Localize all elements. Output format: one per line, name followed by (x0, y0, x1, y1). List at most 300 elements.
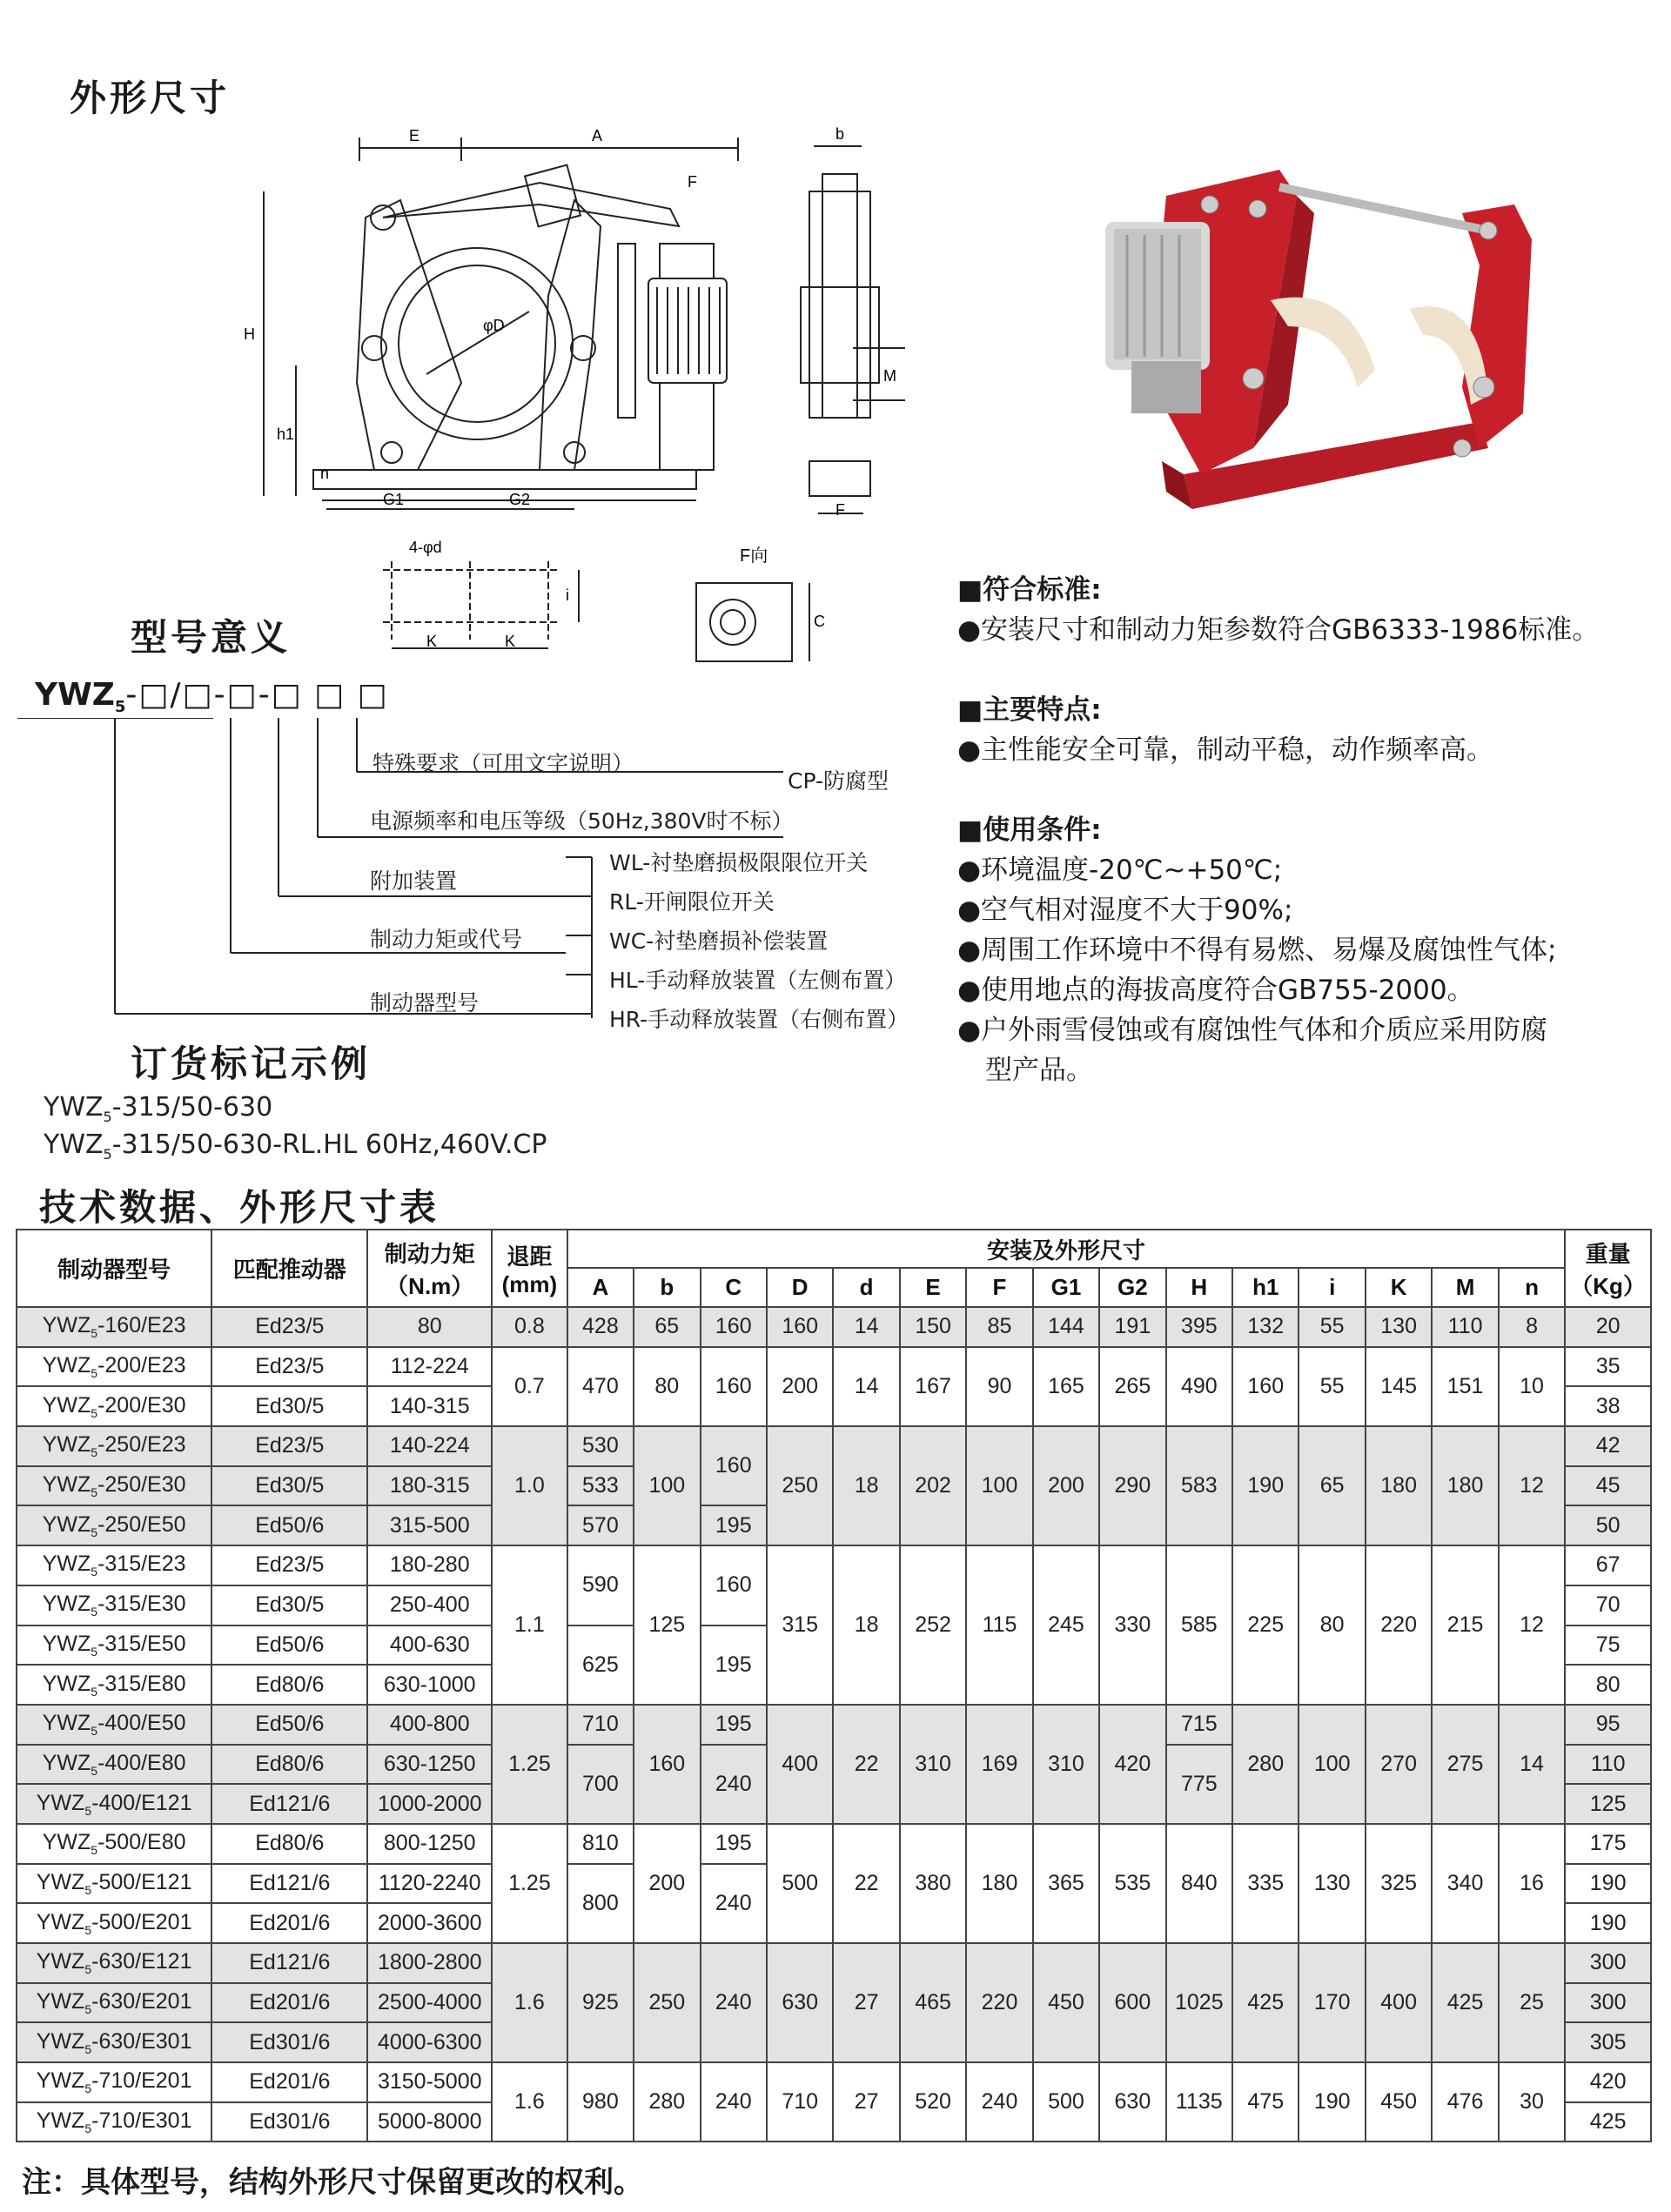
cell-model: $YWZ_5-315/E23$ (17, 1545, 211, 1585)
cell-D: 200 (767, 1347, 833, 1426)
cell-d: 14 (833, 1307, 899, 1347)
header-dim-i: i (1299, 1268, 1365, 1307)
cell-M: 425 (1432, 1943, 1498, 2062)
cell-n: 14 (1499, 1705, 1565, 1824)
brake-side-view-drawing (783, 122, 940, 531)
cell-D: 315 (767, 1545, 833, 1705)
cell-b: 65 (634, 1307, 700, 1347)
model-code-boxes: -□/□-□-□ □ □ (125, 677, 389, 713)
table-row (17, 2062, 1651, 2102)
header-model: 制动器型号 (17, 1230, 211, 1307)
cell-actuator: Ed301/6 (211, 2022, 367, 2062)
cell-model: $YWZ_5-160/E23$ (17, 1307, 211, 1347)
model-meaning-title: 型号意义 (131, 616, 292, 659)
cell-retreat: 0.7 (492, 1347, 567, 1426)
header-dim-M: M (1432, 1268, 1498, 1307)
cell-actuator: Ed30/5 (211, 1585, 367, 1625)
cell-A: 590 (567, 1545, 634, 1625)
dim-label-C: C (814, 613, 825, 630)
brake-front-view-drawing (244, 122, 766, 522)
cell-h1: 475 (1232, 2062, 1299, 2142)
cell-torque: 180-315 (367, 1466, 492, 1506)
cell-H: 490 (1166, 1347, 1232, 1426)
header-dim-h1: h1 (1232, 1268, 1299, 1307)
dim-label-E: E (409, 127, 420, 144)
cell-H: 715 (1166, 1705, 1232, 1745)
cell-n: 30 (1499, 2062, 1565, 2142)
cell-D: 400 (767, 1705, 833, 1824)
cell-C: 240 (701, 2062, 767, 2142)
cell-torque: 1800-2800 (367, 1943, 492, 1983)
cell-weight: 420 (1565, 2062, 1651, 2102)
cell-actuator: Ed23/5 (211, 1426, 367, 1466)
cell-actuator: Ed80/6 (211, 1824, 367, 1864)
cell-weight: 42 (1565, 1426, 1651, 1466)
cell-h1: 280 (1232, 1705, 1299, 1824)
dim-label-K2: K (505, 633, 516, 650)
cell-h1: 225 (1232, 1545, 1299, 1705)
cell-torque: 4000-6300 (367, 2022, 492, 2062)
cell-F: 169 (966, 1705, 1032, 1824)
cell-E: 380 (900, 1824, 966, 1943)
cell-C: 195 (701, 1505, 767, 1545)
cell-A: 533 (567, 1466, 634, 1506)
order-example-1: $YWZ_5-315/50-630$ (44, 1092, 273, 1125)
cell-i: 130 (1299, 1824, 1365, 1943)
cell-model: $YWZ_5-250/E23$ (17, 1426, 211, 1466)
conditions-panel (957, 570, 1654, 1090)
cell-actuator: Ed301/6 (211, 2102, 367, 2142)
cell-A: 710 (567, 1705, 634, 1745)
cell-M: 215 (1432, 1545, 1498, 1705)
cell-actuator: Ed50/6 (211, 1705, 367, 1745)
table-row (17, 1824, 1651, 1864)
cell-h1: 190 (1232, 1426, 1299, 1545)
header-actuator: 匹配推动器 (211, 1230, 367, 1307)
cell-torque: 2500-4000 (367, 1983, 492, 2023)
header-dim-b: b (634, 1268, 700, 1307)
usage-item: ●周围工作环境中不得有易燃、易爆及腐蚀性气体; (957, 935, 1557, 966)
cell-H: 840 (1166, 1824, 1232, 1943)
usage-item: ●空气相对湿度不大于90%; (957, 895, 1293, 926)
cell-G2: 330 (1099, 1545, 1165, 1705)
dim-label-K1: K (426, 633, 438, 650)
cell-weight: 425 (1565, 2102, 1651, 2142)
cell-actuator: Ed121/6 (211, 1784, 367, 1824)
cell-G1: 144 (1033, 1307, 1099, 1347)
cell-K: 325 (1366, 1824, 1432, 1943)
cell-torque: 1120-2240 (367, 1864, 492, 1904)
header-weight: 重量（Kg） (1565, 1230, 1651, 1307)
model-code-prefix: YWZ (35, 677, 115, 713)
cell-G1: 310 (1033, 1705, 1099, 1824)
cell-retreat: 1.25 (492, 1705, 567, 1824)
header-dim-G1: G1 (1033, 1268, 1099, 1307)
footnote: 注：具体型号，结构外形尺寸保留更改的权利。 (22, 2165, 643, 2200)
cell-A: 530 (567, 1426, 634, 1466)
cell-weight: 190 (1565, 1903, 1651, 1943)
cell-E: 167 (900, 1347, 966, 1426)
cell-A: 810 (567, 1824, 634, 1864)
cell-torque: 2000-3600 (367, 1903, 492, 1943)
cell-model: $YWZ_5-630/E121$ (17, 1943, 211, 1983)
cell-n: 12 (1499, 1545, 1565, 1705)
legend-torque: 制动力矩或代号 (370, 927, 523, 952)
cell-torque: 80 (367, 1307, 492, 1347)
cell-model: $YWZ_5-630/E201$ (17, 1983, 211, 2023)
legend-option: HL-手动释放装置（左侧布置） (609, 968, 907, 993)
cell-retreat: 1.6 (492, 1943, 567, 2062)
cell-model: $YWZ_5-315/E30$ (17, 1585, 211, 1625)
cell-h1: 335 (1232, 1824, 1299, 1943)
cell-C: 195 (701, 1625, 767, 1705)
hole-pattern-drawing (357, 535, 583, 666)
cell-H: 775 (1166, 1745, 1232, 1824)
cell-model: $YWZ_5-710/E301$ (17, 2102, 211, 2142)
cell-i: 100 (1299, 1705, 1365, 1824)
cell-actuator: Ed201/6 (211, 2062, 367, 2102)
cell-E: 252 (900, 1545, 966, 1705)
cell-weight: 95 (1565, 1705, 1651, 1745)
model-code-sub: 5 (114, 698, 126, 717)
header-dim-K: K (1366, 1268, 1432, 1307)
header-dim-F: F (966, 1268, 1032, 1307)
usage-item: 型产品。 (985, 1055, 1093, 1086)
cell-G1: 450 (1033, 1943, 1099, 2062)
cell-d: 18 (833, 1426, 899, 1545)
cell-actuator: Ed121/6 (211, 1864, 367, 1904)
usage-item: ●使用地点的海拔高度符合GB755-2000。 (957, 975, 1474, 1006)
cell-C: 195 (701, 1705, 767, 1745)
legend-cp: CP-防腐型 (788, 768, 889, 794)
cell-torque: 250-400 (367, 1585, 492, 1625)
cell-G2: 420 (1099, 1705, 1165, 1824)
dim-label-H: H (244, 325, 255, 343)
cell-weight: 300 (1565, 1983, 1651, 2023)
cell-d: 18 (833, 1545, 899, 1705)
cell-D: 630 (767, 1943, 833, 2062)
cell-K: 130 (1366, 1307, 1432, 1347)
cell-actuator: Ed121/6 (211, 1943, 367, 1983)
cell-model: $YWZ_5-630/E301$ (17, 2022, 211, 2062)
cell-weight: 67 (1565, 1545, 1651, 1585)
spec-table (16, 1229, 1652, 2142)
dim-label-b: b (836, 125, 845, 143)
cell-G2: 630 (1099, 2062, 1165, 2142)
order-example-title: 订货标记示例 (131, 1042, 372, 1085)
cell-weight: 175 (1565, 1824, 1651, 1864)
cell-weight: 80 (1565, 1665, 1651, 1705)
cell-C: 240 (701, 1864, 767, 1943)
cell-d: 22 (833, 1824, 899, 1943)
cell-actuator: Ed201/6 (211, 1903, 367, 1943)
legend-option: HR-手动释放装置（右侧布置） (609, 1007, 909, 1032)
cell-K: 180 (1366, 1426, 1432, 1545)
cell-i: 190 (1299, 2062, 1365, 2142)
features-item: ●主性能安全可靠，制动平稳，动作频率高。 (957, 734, 1494, 766)
cell-retreat: 1.1 (492, 1545, 567, 1705)
dim-label-F-arrow: F (688, 173, 697, 191)
cell-torque: 630-1000 (367, 1665, 492, 1705)
dim-label-n: n (320, 465, 330, 482)
cell-torque: 112-224 (367, 1347, 492, 1387)
cell-i: 80 (1299, 1545, 1365, 1705)
cell-n: 12 (1499, 1426, 1565, 1545)
cell-model: $YWZ_5-250/E30$ (17, 1466, 211, 1506)
cell-retreat: 1.6 (492, 2062, 567, 2142)
cell-C: 240 (701, 1943, 767, 2062)
legend-power: 电源频率和电压等级（50Hz,380V时不标） (370, 808, 794, 834)
cell-retreat: 0.8 (492, 1307, 567, 1347)
cell-G2: 535 (1099, 1824, 1165, 1943)
cell-weight: 45 (1565, 1466, 1651, 1506)
cell-K: 145 (1366, 1347, 1432, 1426)
cell-h1: 160 (1232, 1347, 1299, 1426)
cell-b: 250 (634, 1943, 700, 2062)
header-dim-C: C (701, 1268, 767, 1307)
cell-actuator: Ed23/5 (211, 1545, 367, 1585)
cell-weight: 125 (1565, 1784, 1651, 1824)
legend-option: WC-衬垫磨损补偿装置 (609, 928, 829, 954)
f-view-label: F向 (740, 546, 768, 566)
cell-b: 80 (634, 1347, 700, 1426)
table-row (17, 1426, 1651, 1466)
cell-actuator: Ed30/5 (211, 1386, 367, 1426)
cell-model: $YWZ_5-400/E50$ (17, 1705, 211, 1745)
cell-G1: 500 (1033, 2062, 1099, 2142)
header-retreat: 退距(mm) (492, 1230, 567, 1307)
cell-torque: 400-630 (367, 1625, 492, 1666)
cell-torque: 3150-5000 (367, 2062, 492, 2102)
cell-d: 22 (833, 1705, 899, 1824)
cell-A: 925 (567, 1943, 634, 2062)
cell-M: 340 (1432, 1824, 1498, 1943)
cell-E: 310 (900, 1705, 966, 1824)
cell-G1: 200 (1033, 1426, 1099, 1545)
cell-D: 500 (767, 1824, 833, 1943)
cell-actuator: Ed50/6 (211, 1505, 367, 1545)
cell-model: $YWZ_5-500/E80$ (17, 1824, 211, 1864)
cell-h1: 132 (1232, 1307, 1299, 1347)
standard-item: ●安装尺寸和制动力矩参数符合GB6333-1986标准。 (957, 614, 1600, 646)
cell-actuator: Ed50/6 (211, 1625, 367, 1666)
cell-actuator: Ed30/5 (211, 1466, 367, 1506)
cell-weight: 190 (1565, 1864, 1651, 1904)
cell-b: 200 (634, 1824, 700, 1943)
cell-E: 465 (900, 1943, 966, 2062)
cell-model: $YWZ_5-400/E121$ (17, 1784, 211, 1824)
cell-H: 395 (1166, 1307, 1232, 1347)
header-dim-A: A (567, 1268, 634, 1307)
cell-d: 27 (833, 2062, 899, 2142)
dim-label-F: F (836, 501, 845, 519)
cell-M: 110 (1432, 1307, 1498, 1347)
cell-A: 980 (567, 2062, 634, 2142)
cell-F: 220 (966, 1943, 1032, 2062)
cell-torque: 1000-2000 (367, 1784, 492, 1824)
cell-i: 170 (1299, 1943, 1365, 2062)
cell-model: $YWZ_5-250/E50$ (17, 1505, 211, 1545)
legend-option: WL-衬垫磨损极限限位开关 (609, 850, 869, 875)
cell-b: 100 (634, 1426, 700, 1545)
cell-i: 55 (1299, 1347, 1365, 1426)
cell-K: 220 (1366, 1545, 1432, 1705)
cell-F: 85 (966, 1307, 1032, 1347)
cell-model: $YWZ_5-500/E201$ (17, 1903, 211, 1943)
cell-D: 250 (767, 1426, 833, 1545)
cell-torque: 140-224 (367, 1426, 492, 1466)
table-row (17, 1943, 1651, 1983)
cell-torque: 5000-8000 (367, 2102, 492, 2142)
cell-weight: 300 (1565, 1943, 1651, 1983)
cell-G2: 191 (1099, 1307, 1165, 1347)
dim-label-M: M (883, 367, 896, 385)
cell-G2: 265 (1099, 1347, 1165, 1426)
cell-torque: 800-1250 (367, 1824, 492, 1864)
cell-G2: 600 (1099, 1943, 1165, 2062)
header-dim-D: D (767, 1268, 833, 1307)
cell-model: $YWZ_5-500/E121$ (17, 1864, 211, 1904)
cell-model: $YWZ_5-315/E80$ (17, 1665, 211, 1705)
dim-label-A: A (592, 127, 603, 144)
cell-D: 710 (767, 2062, 833, 2142)
cell-H: 1025 (1166, 1943, 1232, 2062)
cell-A: 700 (567, 1745, 634, 1824)
cell-C: 195 (701, 1824, 767, 1864)
cell-G1: 365 (1033, 1824, 1099, 1943)
usage-title: ■使用条件: (957, 814, 1102, 846)
cell-model: $YWZ_5-200/E23$ (17, 1347, 211, 1387)
cell-H: 583 (1166, 1426, 1232, 1545)
cell-n: 16 (1499, 1824, 1565, 1943)
cell-M: 275 (1432, 1705, 1498, 1824)
cell-G2: 290 (1099, 1426, 1165, 1545)
cell-model: $YWZ_5-315/E50$ (17, 1625, 211, 1666)
cell-retreat: 1.0 (492, 1426, 567, 1545)
cell-A: 470 (567, 1347, 634, 1426)
legend-special: 特殊要求（可用文字说明） (372, 751, 634, 776)
cell-C: 160 (701, 1545, 767, 1625)
cell-C: 240 (701, 1745, 767, 1824)
cell-model: $YWZ_5-400/E80$ (17, 1745, 211, 1785)
cell-M: 180 (1432, 1426, 1498, 1545)
dim-label-phiD: φD (483, 317, 505, 334)
cell-torque: 400-800 (367, 1705, 492, 1745)
cell-M: 476 (1432, 2062, 1498, 2142)
table-row (17, 1307, 1651, 1347)
header-dim-n: n (1499, 1268, 1565, 1307)
f-direction-view-drawing (679, 540, 853, 670)
cell-D: 160 (767, 1307, 833, 1347)
cell-actuator: Ed201/6 (211, 1983, 367, 2023)
cell-n: 25 (1499, 1943, 1565, 2062)
cell-K: 450 (1366, 2062, 1432, 2142)
standard-title: ■符合标准: (957, 574, 1102, 606)
header-dims: 安装及外形尺寸 (567, 1230, 1566, 1268)
cell-actuator: Ed80/6 (211, 1745, 367, 1785)
cell-weight: 50 (1565, 1505, 1651, 1545)
legend-option: RL-开闸限位开关 (609, 889, 775, 915)
header-dim-G2: G2 (1099, 1268, 1165, 1307)
cell-E: 520 (900, 2062, 966, 2142)
cell-n: 8 (1499, 1307, 1565, 1347)
cell-F: 180 (966, 1824, 1032, 1943)
cell-b: 160 (634, 1705, 700, 1824)
cell-weight: 110 (1565, 1745, 1651, 1785)
table-row (17, 1347, 1651, 1387)
cell-F: 115 (966, 1545, 1032, 1705)
table-row (17, 1705, 1651, 1745)
header-dim-d: d (833, 1268, 899, 1307)
order-example-2: $YWZ_5-315/50-630-RL.HL$ 60Hz,460V.CP (44, 1129, 547, 1163)
cell-torque: 180-280 (367, 1545, 492, 1585)
cell-h1: 425 (1232, 1943, 1299, 2062)
dimensions-title: 外形尺寸 (70, 77, 231, 119)
cell-i: 55 (1299, 1307, 1365, 1347)
cell-A: 625 (567, 1625, 634, 1705)
cell-G1: 165 (1033, 1347, 1099, 1426)
model-code (35, 677, 389, 716)
dim-label-G1: G1 (383, 491, 405, 508)
cell-F: 90 (966, 1347, 1032, 1426)
cell-E: 150 (900, 1307, 966, 1347)
cell-actuator: Ed80/6 (211, 1665, 367, 1705)
cell-H: 585 (1166, 1545, 1232, 1705)
cell-K: 400 (1366, 1943, 1432, 2062)
cell-torque: 140-315 (367, 1386, 492, 1426)
cell-C: 160 (701, 1426, 767, 1505)
cell-weight: 75 (1565, 1625, 1651, 1666)
cell-actuator: Ed23/5 (211, 1347, 367, 1387)
cell-n: 10 (1499, 1347, 1565, 1426)
brake-product-photo (1079, 161, 1549, 518)
dim-label-h1: h1 (277, 426, 295, 443)
dim-label-i: i (566, 587, 569, 604)
usage-item: ●环境温度-20℃~+50℃; (957, 855, 1283, 886)
cell-b: 125 (634, 1545, 700, 1705)
cell-F: 240 (966, 2062, 1032, 2142)
features-title: ■主要特点: (957, 694, 1102, 726)
dim-label-G2: G2 (509, 491, 531, 508)
cell-weight: 305 (1565, 2022, 1651, 2062)
cell-E: 202 (900, 1426, 966, 1545)
cell-A: 800 (567, 1864, 634, 1943)
legend-model: 制动器型号 (370, 990, 480, 1016)
cell-weight: 38 (1565, 1386, 1651, 1426)
header-dim-H: H (1166, 1268, 1232, 1307)
cell-G1: 245 (1033, 1545, 1099, 1705)
cell-torque: 315-500 (367, 1505, 492, 1545)
usage-item: ●户外雨雪侵蚀或有腐蚀性气体和介质应采用防腐 (957, 1015, 1548, 1046)
cell-d: 27 (833, 1943, 899, 2062)
header-torque: 制动力矩（N.m） (367, 1230, 492, 1307)
cell-A: 570 (567, 1505, 634, 1545)
cell-retreat: 1.25 (492, 1824, 567, 1943)
header-dim-E: E (900, 1268, 966, 1307)
cell-i: 65 (1299, 1426, 1365, 1545)
cell-weight: 70 (1565, 1585, 1651, 1625)
cell-C: 160 (701, 1307, 767, 1347)
cell-weight: 35 (1565, 1347, 1651, 1387)
cell-weight: 20 (1565, 1307, 1651, 1347)
cell-F: 100 (966, 1426, 1032, 1545)
dim-label-holes: 4-φd (409, 539, 442, 556)
cell-C: 160 (701, 1347, 767, 1426)
cell-K: 270 (1366, 1705, 1432, 1824)
cell-model: $YWZ_5-710/E201$ (17, 2062, 211, 2102)
table-row (17, 1545, 1651, 1585)
cell-d: 14 (833, 1347, 899, 1426)
